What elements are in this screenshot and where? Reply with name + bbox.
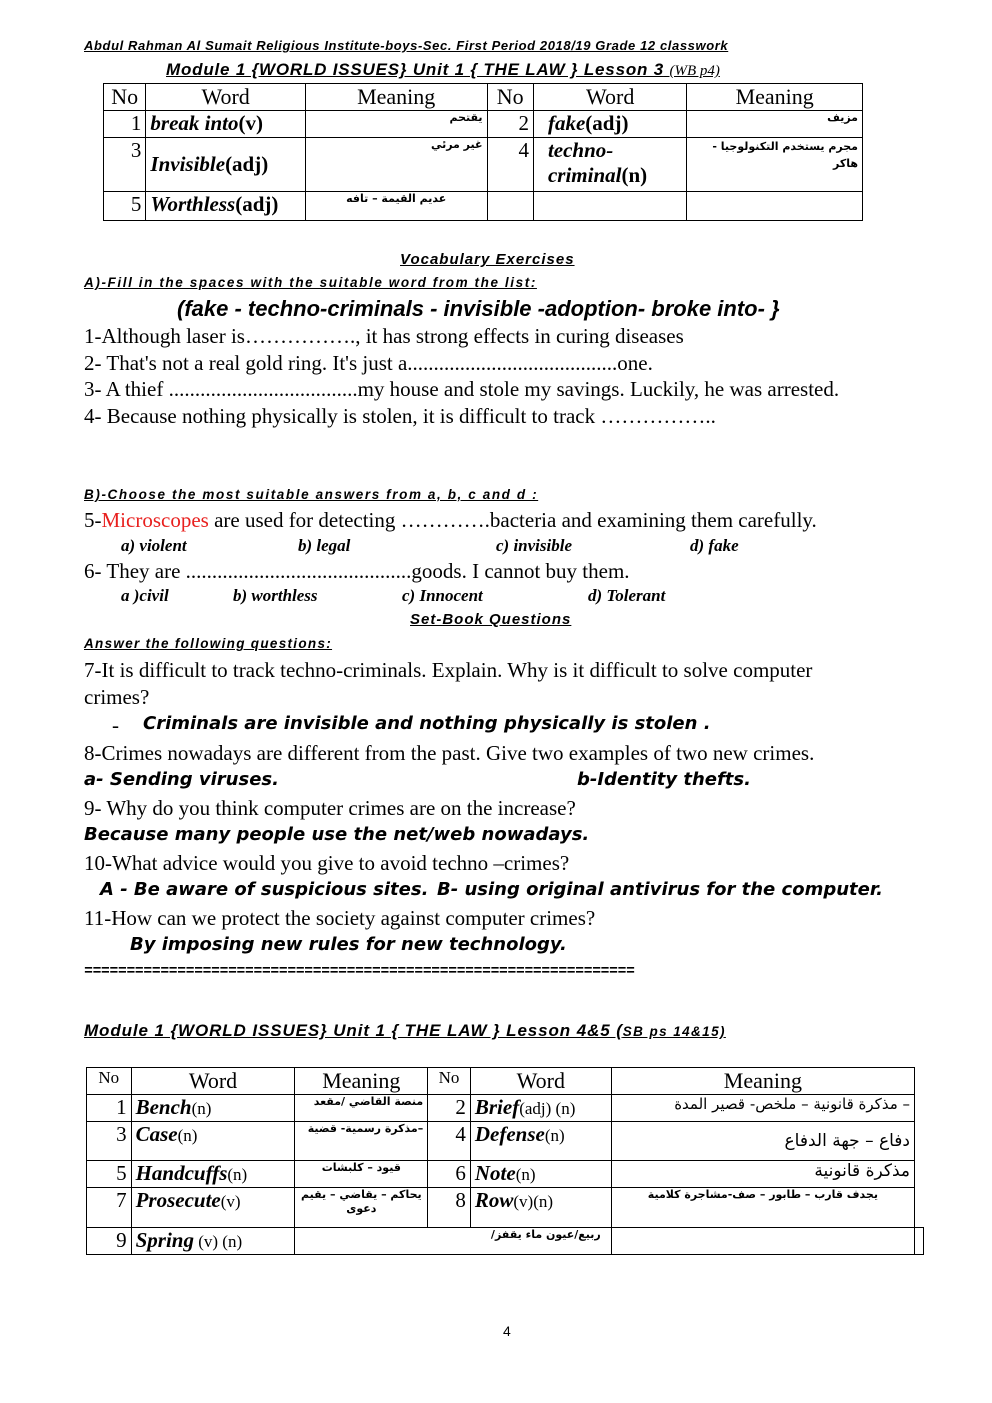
empty-meaning-cell (915, 1228, 924, 1255)
table-header-row (104, 84, 863, 111)
part-of-speech: (adj) (n) (519, 1099, 576, 1118)
option-a: a )civil (121, 586, 169, 605)
word: Handcuffs (135, 1161, 228, 1185)
part-of-speech: (adj) (235, 192, 279, 216)
vocab-table-lesson45 (86, 1067, 924, 1255)
section-a-instruction: A)-Fill in the spaces with the suitable word from the list: (84, 275, 537, 290)
word: techno-criminal (547, 138, 622, 187)
meaning-cell: ربيع/عيون ماء يقفز/ (295, 1228, 611, 1255)
option-c: c) invisible (496, 536, 573, 555)
word: fake (547, 111, 586, 135)
answer-8a: a- Sending viruses. (84, 769, 279, 790)
answer-7: Criminals are invisible and nothing physically is stolen . (143, 713, 711, 734)
part-of-speech: (n) (515, 1165, 536, 1184)
meaning-cell: غير مرئي (305, 138, 487, 192)
col-word: Word (131, 1068, 295, 1095)
table-row (104, 192, 863, 221)
student-book-ref: SB ps 14&15) (622, 1024, 726, 1039)
col-meaning: Meaning (611, 1068, 914, 1095)
table-row (87, 1095, 924, 1122)
word-cell (533, 111, 686, 138)
setbook-title: Set-Book Questions (410, 611, 572, 628)
col-meaning: Meaning (305, 84, 487, 111)
question-4: 4- Because nothing physically is stolen, it is difficult to track …………….. (84, 404, 716, 428)
word-cell (470, 1188, 611, 1228)
col-word: Word (470, 1068, 611, 1095)
word: Worthless (150, 192, 236, 216)
row-number: 3 (104, 138, 146, 192)
question-10: 10-What advice would you give to avoid techno –crimes? (84, 851, 570, 875)
part-of-speech: (n) (621, 163, 648, 187)
word-cell (470, 1122, 611, 1161)
word-cell (131, 1228, 295, 1255)
table-row (87, 1188, 924, 1228)
table-row (87, 1228, 924, 1255)
row-number: 1 (87, 1095, 132, 1122)
separator-line: ================================================================= (84, 963, 635, 979)
option-d: d) fake (690, 536, 739, 555)
part-of-speech: (adj) (585, 111, 629, 135)
answer-8b: b-Identity thefts. (577, 769, 751, 790)
option-b: b) worthless (233, 586, 318, 605)
meaning-cell: –مذكرة رسمية- قضية (295, 1122, 428, 1161)
word: Row (474, 1188, 514, 1212)
word: Invisible (150, 152, 226, 176)
part-of-speech: (v) (238, 111, 263, 135)
answer-9: Because many people use the net/web nowadays. (84, 824, 590, 845)
row-number: 4 (428, 1122, 471, 1161)
institute-header: Abdul Rahman Al Sumait Religious Institute-boys-Sec. First Period 2018/19 Grade 12 classwork (84, 38, 729, 53)
col-no: No (87, 1068, 132, 1095)
answer-10a: A - Be aware of suspicious sites. (100, 879, 429, 900)
word: Defense (474, 1122, 545, 1146)
table-row (87, 1122, 924, 1161)
meaning-cell: يحاكم – يقاضي – يقيم دعوى (295, 1188, 428, 1228)
word-cell (470, 1095, 611, 1122)
option-b: b) legal (298, 536, 351, 555)
workbook-ref: (WB p4) (669, 63, 720, 79)
module-title-lesson3 (166, 60, 720, 80)
part-of-speech: (n) (191, 1099, 212, 1118)
bullet-dash: - (112, 713, 119, 737)
row-number: 9 (87, 1228, 132, 1255)
question-8: 8-Crimes nowadays are different from the past. Give two examples of two new crimes. (84, 741, 815, 765)
word-cell (131, 1188, 295, 1228)
row-number: 4 (487, 138, 533, 192)
option-a: a) violent (121, 536, 187, 555)
question-11: 11-How can we protect the society against computer crimes? (84, 906, 596, 930)
part-of-speech: (v)(n) (513, 1192, 554, 1211)
row-number: 6 (428, 1161, 471, 1188)
col-word: Word (533, 84, 686, 111)
row-number: 5 (87, 1161, 132, 1188)
col-word: Word (146, 84, 305, 111)
col-no: No (487, 84, 533, 111)
word-cell (131, 1161, 295, 1188)
col-meaning: Meaning (687, 84, 863, 111)
question-7-cont: crimes? (84, 685, 150, 709)
meaning-cell: مذكرة قانونية (611, 1161, 914, 1188)
part-of-speech: (adj) (225, 152, 269, 176)
page-number: 4 (503, 1323, 511, 1339)
word-cell (131, 1122, 295, 1161)
question-3: 3- A thief ....................................my house and stole my savings. Luckily, he was arrested. (84, 377, 840, 401)
question-6: 6- They are ...........................................goods. I cannot buy them. (84, 559, 630, 583)
highlighted-word: Microscopes (101, 508, 209, 532)
table-row (104, 138, 863, 192)
word: Prosecute (135, 1188, 221, 1212)
answer-10b: B- using original antivirus for the computer. (437, 879, 883, 900)
word-cell (146, 138, 305, 192)
vocab-table-lesson3 (103, 83, 863, 221)
table-row (87, 1161, 924, 1188)
row-number: 3 (87, 1122, 132, 1161)
meaning-cell: عديم القيمة – تافه (305, 192, 487, 221)
table-row (104, 111, 863, 138)
row-number: 8 (428, 1188, 471, 1228)
row-number (487, 192, 533, 221)
part-of-speech: (n) (227, 1165, 248, 1184)
module-title-text: Module 1 {WORLD ISSUES} Unit 1 { THE LAW } Lesson 4&5 ( (84, 1021, 623, 1040)
answer-11: By imposing new rules for new technology. (130, 934, 567, 955)
word-cell (470, 1161, 611, 1188)
part-of-speech: (v) (n) (193, 1232, 243, 1251)
meaning-cell (687, 192, 863, 221)
meaning-cell: يجدف قارب – طابور – صف-مشاجرة كلامية (611, 1188, 914, 1228)
word-cell (533, 192, 686, 221)
module-title-text: Module 1 {WORLD ISSUES} Unit 1 { THE LAW } Lesson 3 (166, 60, 664, 79)
word: Brief (474, 1095, 520, 1119)
word: Note (474, 1161, 516, 1185)
part-of-speech: (n) (544, 1126, 565, 1145)
word-cell (533, 138, 686, 192)
question-1: 1-Although laser is……………., it has strong effects in curing diseases (84, 324, 684, 348)
table-header-row (87, 1068, 924, 1095)
section-b-instruction: B)-Choose the most suitable answers from a, b, c and d : (84, 487, 539, 502)
question-9: 9- Why do you think computer crimes are on the increase? (84, 796, 576, 820)
question-5 (84, 508, 817, 533)
col-no: No (104, 84, 146, 111)
word-cell (146, 192, 305, 221)
question-2: 2- That's not a real gold ring. It's just a........................................one. (84, 351, 653, 375)
word: Bench (135, 1095, 192, 1119)
col-no: No (428, 1068, 471, 1095)
option-c: c) Innocent (402, 586, 483, 605)
row-number: 5 (104, 192, 146, 221)
question-5-text: are used for detecting ………….bacteria and examining them carefully. (208, 508, 817, 532)
row-number: 7 (87, 1188, 132, 1228)
word-list: (fake - techno-criminals - invisible -adoption- broke into- } (177, 296, 780, 321)
word: break into (150, 111, 239, 135)
question-5-number: 5- (84, 508, 102, 532)
empty-word-cell (611, 1228, 914, 1255)
meaning-cell: يقتحم (305, 111, 487, 138)
meaning-cell: مجرم يستخدم التكنولوجيا - هاكر (687, 138, 863, 192)
row-number: 2 (428, 1095, 471, 1122)
meaning-cell: منصة القاضي /مقعد (295, 1095, 428, 1122)
word-cell (146, 111, 305, 138)
part-of-speech: (v) (220, 1192, 241, 1211)
part-of-speech: (n) (177, 1126, 198, 1145)
word-cell (131, 1095, 295, 1122)
option-d: d) Tolerant (588, 586, 666, 605)
col-meaning: Meaning (295, 1068, 428, 1095)
meaning-cell: – مذكرة قانونية – ملخص- قصير المدة (611, 1095, 914, 1122)
meaning-cell: مزيف (687, 111, 863, 138)
setbook-instruction: Answer the following questions: (84, 636, 333, 651)
row-number: 2 (487, 111, 533, 138)
row-number: 1 (104, 111, 146, 138)
meaning-cell: دفاع – جهة الدفاع (611, 1122, 914, 1161)
question-7: 7-It is difficult to track techno-criminals. Explain. Why is it difficult to solve computer (84, 658, 813, 682)
meaning-cell: قيود – كلبشات (295, 1161, 428, 1188)
module-title-lesson45 (84, 1021, 726, 1041)
word: Case (135, 1122, 178, 1146)
vocab-exercises-title: Vocabulary Exercises (400, 251, 575, 268)
word: Spring (135, 1228, 194, 1252)
